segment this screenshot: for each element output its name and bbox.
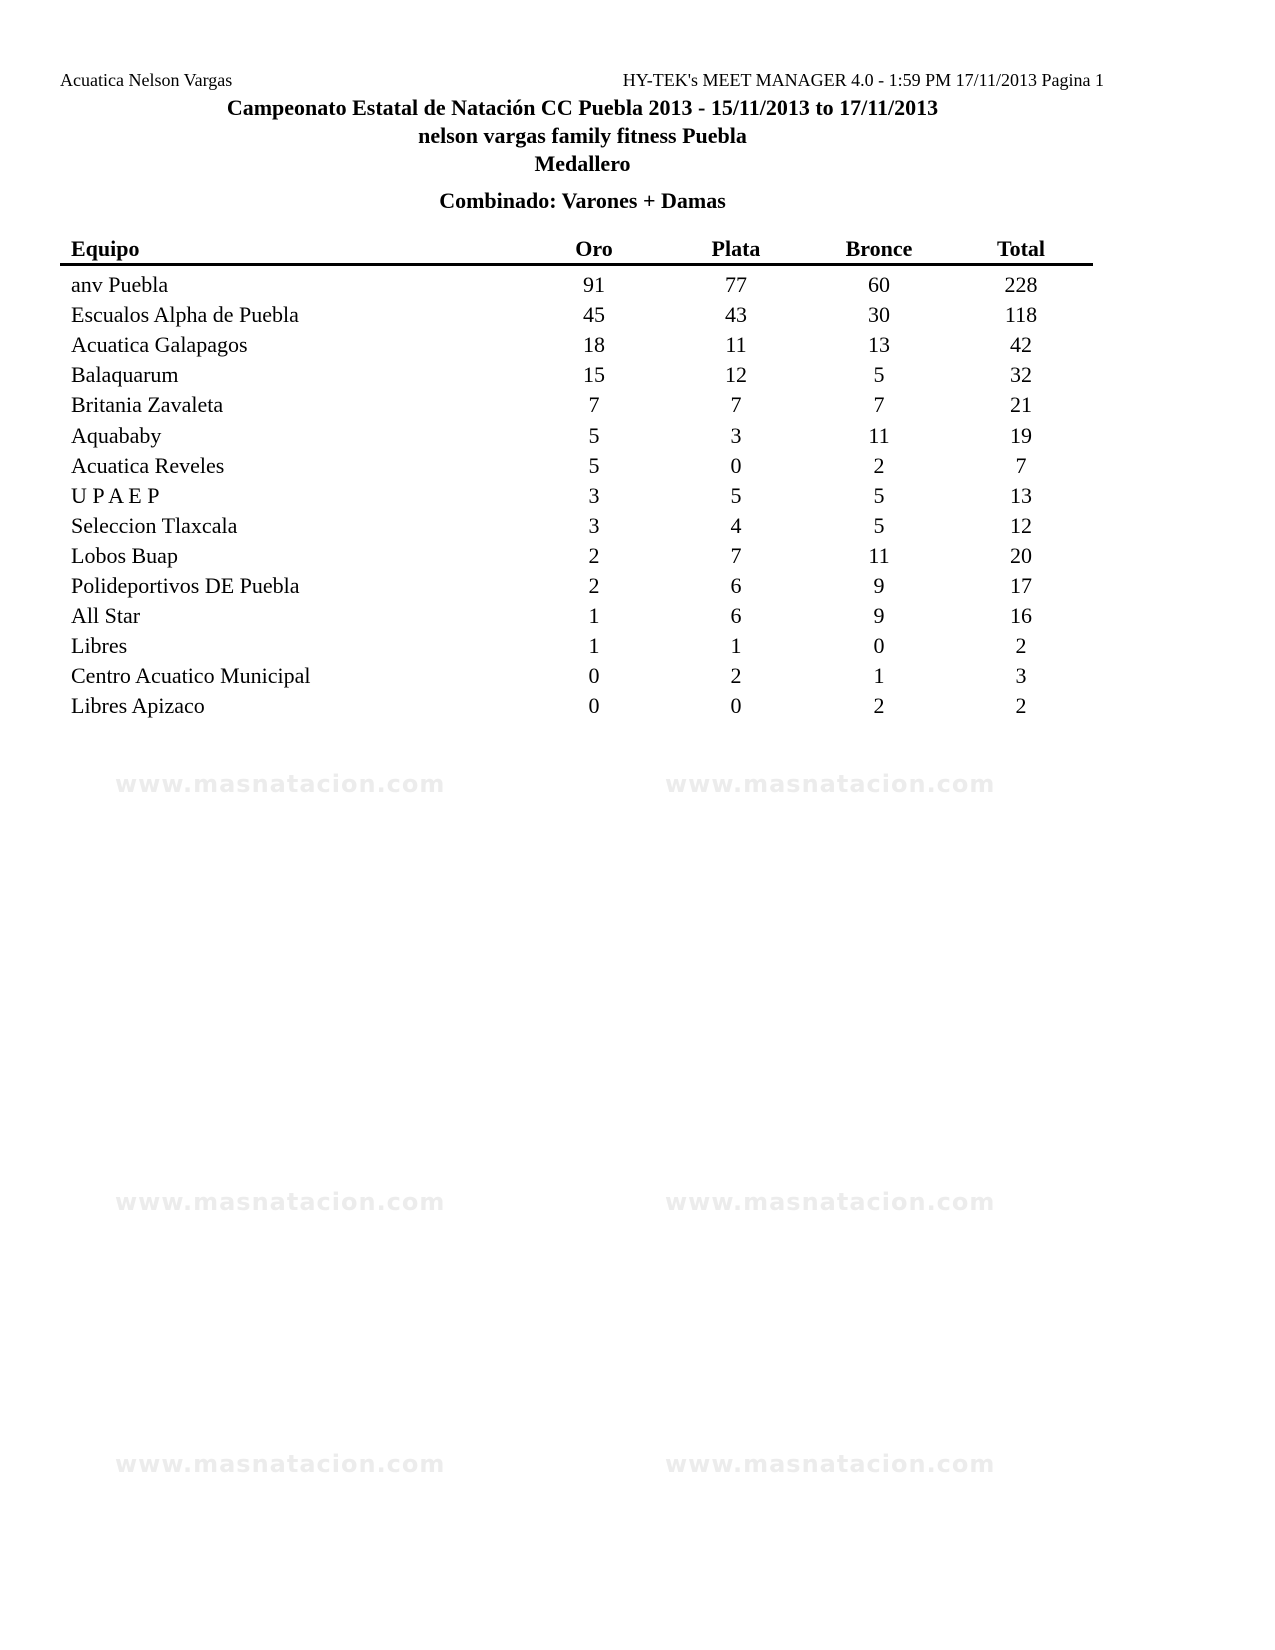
team-name: Polideportivos DE Puebla xyxy=(71,573,300,598)
plata-count: 6 xyxy=(730,573,742,598)
plata-count: 0 xyxy=(730,452,742,478)
watermark: www.masnatacion.com xyxy=(665,1188,996,1216)
table-row xyxy=(0,453,1275,483)
oro-count: 45 xyxy=(583,302,605,328)
total-count: 32 xyxy=(1010,362,1032,388)
total-count: 21 xyxy=(1010,392,1032,418)
table-row xyxy=(0,513,1275,543)
bronce-count: 9 xyxy=(873,603,885,629)
column-header-equipo: Equipo xyxy=(71,236,140,261)
table-row xyxy=(0,302,1275,332)
oro-count: 2 xyxy=(588,573,600,598)
total-count: 19 xyxy=(1010,422,1032,448)
bronce-count: 1 xyxy=(873,663,885,689)
plata-count: 6 xyxy=(730,603,742,629)
report-title: Medallero xyxy=(534,151,631,176)
plata-count: 5 xyxy=(730,482,742,508)
plata-count: 4 xyxy=(730,512,742,538)
bronce-count: 9 xyxy=(873,573,885,598)
oro-count: 1 xyxy=(588,633,600,659)
team-name: Seleccion Tlaxcala xyxy=(71,512,238,538)
column-header-oro: Oro xyxy=(575,236,613,261)
team-name: Acuatica Reveles xyxy=(71,452,225,478)
plata-count: 7 xyxy=(730,392,742,418)
oro-count: 5 xyxy=(588,422,600,448)
watermark: www.masnatacion.com xyxy=(665,770,996,798)
table-row xyxy=(0,362,1275,392)
total-count: 2 xyxy=(1015,633,1027,659)
team-name: Lobos Buap xyxy=(71,542,178,568)
plata-count: 0 xyxy=(730,693,742,719)
plata-count: 7 xyxy=(730,542,742,568)
plata-count: 2 xyxy=(730,663,742,689)
total-count: 2 xyxy=(1015,693,1027,719)
plata-count: 3 xyxy=(730,422,742,448)
table-row xyxy=(0,573,1275,603)
total-count: 13 xyxy=(1010,482,1032,508)
column-header-plata: Plata xyxy=(711,236,761,261)
bronce-count: 11 xyxy=(868,422,890,448)
total-count: 228 xyxy=(1004,272,1038,297)
oro-count: 0 xyxy=(588,663,600,689)
table-row xyxy=(0,392,1275,422)
team-name: Britania Zavaleta xyxy=(71,392,224,418)
header-team: Acuatica Nelson Vargas xyxy=(60,70,233,90)
team-name: Centro Acuatico Municipal xyxy=(71,663,311,689)
team-name: Libres xyxy=(71,633,128,659)
oro-count: 3 xyxy=(588,482,600,508)
oro-count: 18 xyxy=(583,332,605,358)
table-row xyxy=(0,332,1275,362)
bronce-count: 2 xyxy=(873,452,885,478)
total-count: 17 xyxy=(1010,573,1032,598)
column-header-total: Total xyxy=(996,236,1046,261)
bronce-count: 13 xyxy=(868,332,890,358)
oro-count: 5 xyxy=(588,452,600,478)
oro-count: 0 xyxy=(588,693,600,719)
bronce-count: 30 xyxy=(868,302,890,328)
bronce-count: 5 xyxy=(873,512,885,538)
total-count: 20 xyxy=(1010,542,1032,568)
header-software-info: HY-TEK's MEET MANAGER 4.0 - 1:59 PM 17/11/2013 Pagina 1 xyxy=(622,70,1104,90)
oro-count: 2 xyxy=(588,542,600,568)
venue-title: nelson vargas family fitness Puebla xyxy=(418,123,747,148)
table-row xyxy=(0,423,1275,453)
table-row xyxy=(0,663,1275,693)
table-row xyxy=(0,543,1275,573)
bronce-count: 11 xyxy=(868,542,890,568)
oro-count: 1 xyxy=(588,603,600,629)
total-count: 12 xyxy=(1010,512,1032,538)
team-name: Libres Apizaco xyxy=(71,693,205,719)
table-row xyxy=(0,633,1275,663)
team-name: Acuatica Galapagos xyxy=(71,332,248,358)
team-name: Escualos Alpha de Puebla xyxy=(71,302,299,328)
team-name: Aquababy xyxy=(71,422,162,448)
total-count: 7 xyxy=(1015,452,1027,478)
watermark: www.masnatacion.com xyxy=(115,770,446,798)
oro-count: 7 xyxy=(588,392,600,418)
plata-count: 1 xyxy=(730,633,742,659)
header-rule xyxy=(60,263,1093,266)
team-name: anv Puebla xyxy=(71,272,169,297)
bronce-count: 7 xyxy=(873,392,885,418)
watermark: www.masnatacion.com xyxy=(665,1450,996,1478)
plata-count: 12 xyxy=(725,362,747,388)
plata-count: 43 xyxy=(725,302,747,328)
total-count: 16 xyxy=(1010,603,1032,629)
table-row xyxy=(0,603,1275,633)
oro-count: 91 xyxy=(583,272,605,297)
total-count: 118 xyxy=(1004,302,1038,328)
report-subtitle: Combinado: Varones + Damas xyxy=(439,188,726,213)
bronce-count: 2 xyxy=(873,693,885,719)
oro-count: 3 xyxy=(588,512,600,538)
total-count: 42 xyxy=(1010,332,1032,358)
table-row xyxy=(0,483,1275,513)
plata-count: 11 xyxy=(725,332,747,358)
total-count: 3 xyxy=(1015,663,1027,689)
oro-count: 15 xyxy=(583,362,605,388)
team-name: U P A E P xyxy=(71,482,160,508)
plata-count: 77 xyxy=(725,272,747,297)
table-row xyxy=(0,272,1275,302)
table-row xyxy=(0,693,1275,723)
column-header-bronce: Bronce xyxy=(845,236,913,261)
bronce-count: 0 xyxy=(873,633,885,659)
watermark: www.masnatacion.com xyxy=(115,1188,446,1216)
team-name: All Star xyxy=(71,603,141,629)
meet-title: Campeonato Estatal de Natación CC Puebla 2013 - 15/11/2013 to 17/11/2013 xyxy=(226,95,939,120)
watermark: www.masnatacion.com xyxy=(115,1450,446,1478)
bronce-count: 5 xyxy=(873,482,885,508)
bronce-count: 5 xyxy=(873,362,885,388)
team-name: Balaquarum xyxy=(71,362,179,388)
bronce-count: 60 xyxy=(868,272,890,297)
